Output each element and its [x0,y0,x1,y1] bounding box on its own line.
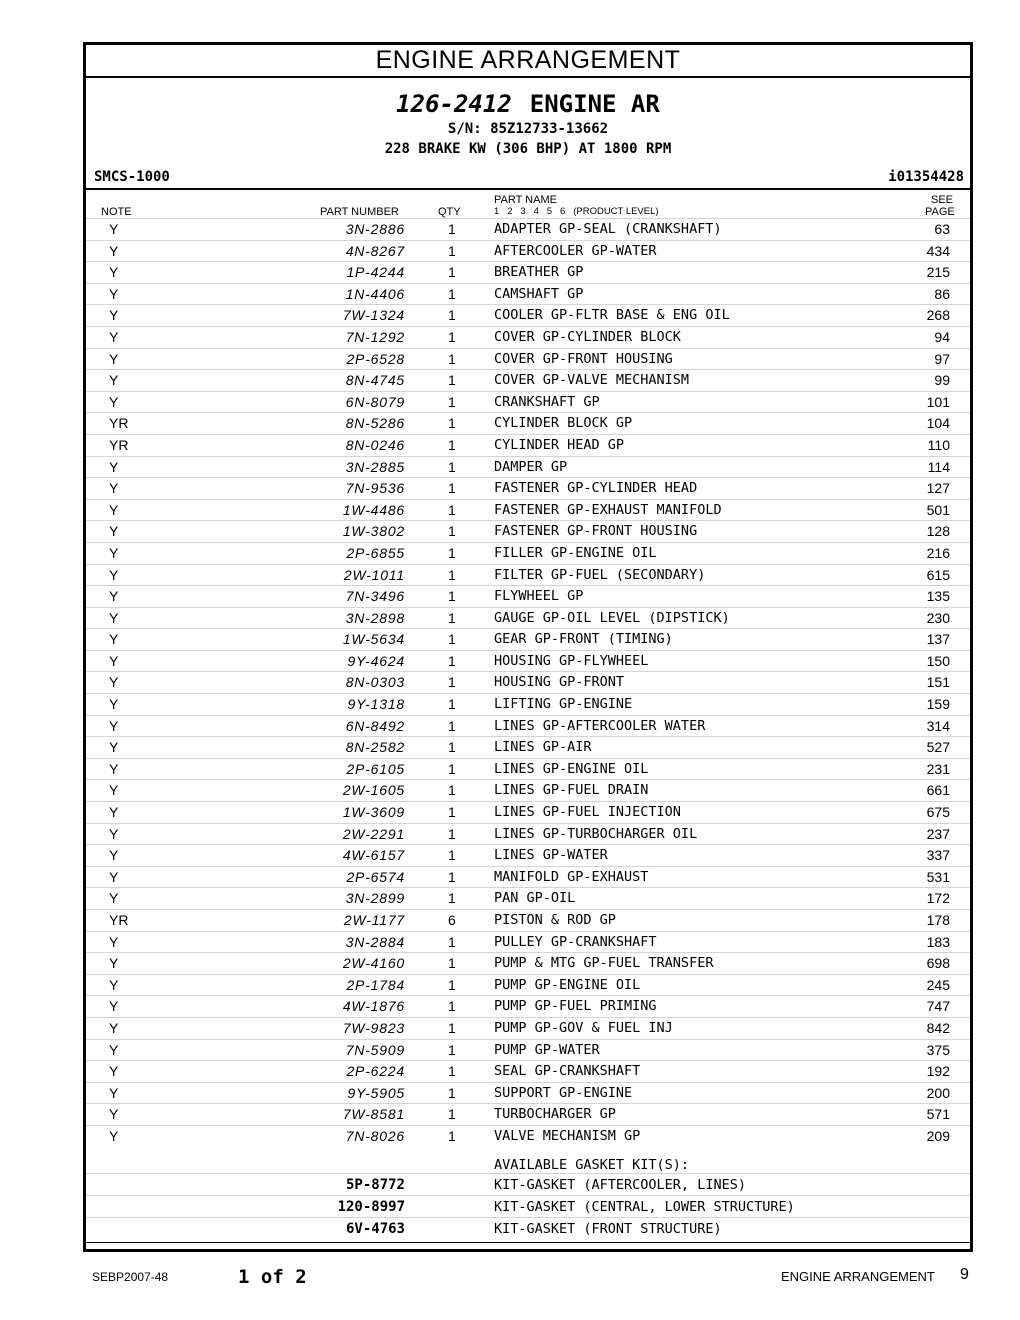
see-page-cell: 101 [926,393,950,410]
note-cell: Y [109,1019,119,1036]
part-number-cell: 1N-4406 [345,285,405,302]
note-cell: Y [109,501,119,518]
table-row [86,520,970,542]
part-name-cell: COVER GP-FRONT HOUSING [494,350,673,367]
group-title [86,89,970,119]
column-header-note: NOTE [101,206,132,218]
see-page-cell: 86 [934,285,950,302]
note-cell: Y [109,825,119,842]
table-row [86,736,970,758]
note-cell: Y [109,393,119,410]
table-row [86,650,970,672]
part-name-cell: HOUSING GP-FLYWHEEL [494,652,649,669]
group-number: 126-2412 [396,90,512,118]
see-page-cell: 215 [926,264,950,281]
part-name-cell: GAUGE GP-OIL LEVEL (DIPSTICK) [494,609,730,626]
see-page-cell: 137 [926,631,950,648]
part-name-cell: FASTENER GP-FRONT HOUSING [494,523,698,540]
part-number-cell: 3N-2886 [345,221,405,237]
qty-cell: 1 [448,976,456,993]
note-cell: Y [109,264,119,281]
note-cell: Y [109,480,119,497]
part-number-cell: 7W-1324 [342,307,405,324]
engine-rating: 228 BRAKE KW (306 BHP) AT 1800 RPM [384,141,672,157]
see-page-cell: 675 [926,804,950,821]
see-page-cell: 615 [926,566,950,583]
footer-page-of: 1 of 2 [238,1266,307,1288]
table-row [86,715,970,737]
table-row [86,240,970,262]
note-cell: Y [109,976,119,993]
table-row [86,823,970,845]
column-header-qty: QTY [438,206,461,218]
part-name-cell: FASTENER GP-CYLINDER HEAD [494,480,698,497]
qty-cell: 1 [448,804,456,821]
part-number-cell: 9Y-5905 [347,1084,405,1101]
note-cell: Y [109,631,119,648]
note-cell: Y [109,566,119,583]
part-name-cell: GEAR GP-FRONT (TIMING) [494,631,673,648]
see-page-cell: 151 [926,674,950,691]
part-number-cell: 2P-6224 [346,1063,405,1080]
kit-row [86,1195,970,1217]
see-page-cell: 159 [926,696,950,713]
qty-cell: 1 [448,588,456,605]
qty-cell: 1 [448,1127,456,1144]
table-row [86,931,970,953]
note-cell: Y [109,933,119,950]
section-banner: ENGINE ARRANGEMENT [86,45,970,78]
part-name-cell: VALVE MECHANISM GP [494,1127,641,1144]
see-page-cell: 172 [926,890,950,907]
kits-heading [86,1151,970,1173]
qty-cell: 1 [448,674,456,691]
see-page-cell: 314 [926,717,950,734]
note-cell: Y [109,760,119,777]
qty-cell: 1 [448,436,456,453]
table-row [86,348,970,370]
qty-cell: 1 [448,523,456,540]
see-page-cell: 501 [926,501,950,518]
note-cell: Y [109,868,119,885]
column-header-see: SEE [931,194,954,206]
note-cell: Y [109,1127,119,1144]
part-name-cell: PUMP GP-FUEL PRIMING [494,998,657,1015]
part-number-cell: 8N-2582 [345,739,405,756]
see-page-cell: 183 [926,933,950,950]
table-row [86,974,970,996]
part-number-cell: 2W-4160 [342,955,405,972]
qty-cell: 1 [448,1084,456,1101]
part-number-cell: 4W-6157 [342,847,405,864]
kit-name-cell: KIT-GASKET (CENTRAL, LOWER STRUCTURE) [494,1199,795,1215]
qty-cell: 1 [448,350,456,367]
see-page-cell: 842 [926,1019,950,1036]
illustration-id: i01354428 [888,169,964,185]
note-cell: YR [109,436,129,453]
gasket-kits [86,1151,970,1239]
qty-cell: 1 [448,933,456,950]
see-page-cell: 571 [926,1106,950,1123]
part-number-cell: 9Y-4624 [347,652,405,669]
table-row [86,412,970,434]
part-number-cell: 1W-5634 [342,631,405,648]
part-number-cell: 2W-2291 [342,825,405,842]
qty-cell: 1 [448,1106,456,1123]
part-number-cell: 2W-1177 [343,912,405,928]
table-row [86,1082,970,1104]
part-name-cell: PULLEY GP-CRANKSHAFT [494,933,657,950]
part-name-cell: LINES GP-TURBOCHARGER OIL [494,825,698,842]
note-cell: Y [109,285,119,302]
part-number-cell: 1W-4486 [342,501,405,518]
kit-part-number-cell: 120-8997 [337,1199,405,1215]
column-header-page: PAGE [925,206,955,218]
part-number-cell: 2P-1784 [346,976,405,993]
qty-cell: 1 [448,739,456,756]
see-page-cell: 747 [926,998,950,1015]
part-number-cell: 8N-0246 [345,436,405,453]
qty-cell: 1 [448,307,456,324]
part-number-cell: 7N-3496 [345,588,405,605]
qty-cell: 1 [448,717,456,734]
part-name-cell: HOUSING GP-FRONT [494,674,625,691]
see-page-cell: 434 [926,242,950,259]
part-number-cell: 2P-6855 [346,544,405,561]
table-row [86,1039,970,1061]
table-row [86,369,970,391]
part-number-cell: 9Y-1318 [347,696,405,713]
qty-cell: 1 [448,1019,456,1036]
part-number-cell: 2W-1605 [342,782,405,799]
part-number-cell: 1W-3802 [342,523,405,540]
part-name-cell: CYLINDER HEAD GP [494,436,625,453]
part-number-cell: 1P-4244 [346,264,405,281]
qty-cell: 1 [448,782,456,799]
note-cell: YR [109,912,129,928]
part-number-cell: 1W-3609 [342,804,405,821]
table-row [86,909,970,931]
part-name-cell: FASTENER GP-EXHAUST MANIFOLD [494,501,722,518]
table-row [86,952,970,974]
part-number-cell: 2P-6574 [346,868,405,885]
part-number-cell: 7W-8581 [342,1106,405,1123]
note-cell: Y [109,674,119,691]
see-page-cell: 135 [926,588,950,605]
see-page-cell: 237 [926,825,950,842]
column-header-part-name: PART NAME [494,194,557,206]
part-number-cell: 3N-2885 [345,458,405,475]
part-name-cell: PISTON & ROD GP [494,912,616,928]
column-header-part-number: PART NUMBER [320,206,399,218]
see-page-cell: 150 [926,652,950,669]
qty-cell: 1 [448,1041,456,1058]
note-cell: Y [109,372,119,389]
qty-cell: 1 [448,285,456,302]
note-cell: Y [109,739,119,756]
see-page-cell: 114 [927,458,950,475]
column-header-product-level: 1 2 3 4 5 6 (PRODUCT LEVEL) [494,206,659,217]
note-cell: Y [109,847,119,864]
serial-range: S/N: 85Z12733-13662 [447,121,609,137]
part-number-cell: 7N-5909 [345,1041,405,1058]
qty-cell: 1 [448,998,456,1015]
see-page-cell: 200 [926,1084,950,1101]
see-page-cell: 63 [934,221,950,237]
see-page-cell: 97 [934,350,950,367]
see-page-cell: 99 [934,372,950,389]
part-number-cell: 3N-2898 [345,609,405,626]
table-row [86,477,970,499]
note-cell: Y [109,609,119,626]
note-cell: Y [109,307,119,324]
note-cell: Y [109,652,119,669]
see-page-cell: 178 [926,912,950,928]
part-name-cell: PUMP GP-GOV & FUEL INJ [494,1019,673,1036]
part-number-cell: 7N-8026 [345,1127,405,1144]
see-page-cell: 245 [926,976,950,993]
see-page-cell: 94 [934,328,950,345]
part-name-cell: ADAPTER GP-SEAL (CRANKSHAFT) [494,221,722,237]
header-rule [86,188,970,190]
qty-cell: 1 [448,1063,456,1080]
note-cell: Y [109,955,119,972]
qty-cell: 1 [448,868,456,885]
group-title-block [86,89,970,159]
table-row [86,218,970,240]
table-row [86,283,970,305]
part-name-cell: LINES GP-FUEL DRAIN [494,782,649,799]
qty-cell: 1 [448,242,456,259]
part-number-cell: 6N-8492 [345,717,405,734]
part-number-cell: 7W-9823 [342,1019,405,1036]
note-cell: Y [109,1063,119,1080]
page-frame [83,42,973,1252]
part-number-cell: 2P-6105 [346,760,405,777]
part-number-cell: 2P-6528 [346,350,405,367]
table-row [86,564,970,586]
table-row [86,801,970,823]
kit-row [86,1173,970,1195]
see-page-cell: 531 [926,868,950,885]
part-name-cell: COOLER GP-FLTR BASE & ENG OIL [494,307,730,324]
see-page-cell: 230 [926,609,950,626]
qty-cell: 1 [448,544,456,561]
qty-cell: 1 [448,221,456,237]
kit-row [86,1217,970,1239]
part-name-cell: LINES GP-AFTERCOOLER WATER [494,717,706,734]
kit-name-cell: KIT-GASKET (AFTERCOOLER, LINES) [494,1177,746,1193]
note-cell: Y [109,242,119,259]
note-cell: Y [109,696,119,713]
see-page-cell: 375 [926,1041,950,1058]
see-page-cell: 127 [926,480,950,497]
table-row [86,995,970,1017]
table-row [86,326,970,348]
qty-cell: 1 [448,890,456,907]
note-cell: YR [109,415,129,432]
part-name-cell: FILTER GP-FUEL (SECONDARY) [494,566,706,583]
qty-cell: 1 [448,264,456,281]
part-number-cell: 4W-1876 [342,998,405,1015]
see-page-cell: 527 [926,739,950,756]
part-name-cell: FILLER GP-ENGINE OIL [494,544,657,561]
table-row [86,261,970,283]
part-name-cell: COVER GP-VALVE MECHANISM [494,372,690,389]
qty-cell: 1 [448,415,456,432]
note-cell: Y [109,328,119,345]
table-row [86,844,970,866]
see-page-cell: 698 [926,955,950,972]
note-cell: Y [109,1106,119,1123]
see-page-cell: 268 [926,307,950,324]
note-cell: Y [109,804,119,821]
footer-doc-number: SEBP2007-48 [92,1270,169,1284]
qty-cell: 1 [448,696,456,713]
kit-part-number-cell: 6V-4763 [345,1221,405,1237]
qty-cell: 1 [448,501,456,518]
note-cell: Y [109,998,119,1015]
qty-cell: 1 [448,393,456,410]
part-number-cell: 2W-1011 [343,566,405,583]
note-cell: Y [109,890,119,907]
see-page-cell: 209 [926,1127,950,1144]
see-page-cell: 104 [926,415,950,432]
note-cell: Y [109,1041,119,1058]
part-number-cell: 6N-8079 [345,393,405,410]
table-row [86,499,970,521]
part-name-cell: CAMSHAFT GP [494,285,584,302]
qty-cell: 1 [448,458,456,475]
bottom-rule [86,1242,970,1243]
kit-part-number-cell: 5P-8772 [345,1177,405,1193]
footer-page-number: 9 [960,1266,969,1283]
qty-cell: 1 [448,609,456,626]
part-name-cell: CRANKSHAFT GP [494,393,600,410]
note-cell: Y [109,523,119,540]
table-row [86,671,970,693]
part-name-cell: DAMPER GP [494,458,568,475]
table-row [86,542,970,564]
group-name: ENGINE AR [529,90,660,118]
table-row [86,434,970,456]
part-name-cell: CYLINDER BLOCK GP [494,415,633,432]
part-name-cell: PUMP & MTG GP-FUEL TRANSFER [494,955,714,972]
qty-cell: 1 [448,328,456,345]
footer-section: ENGINE ARRANGEMENT [781,1269,935,1284]
part-name-cell: AFTERCOOLER GP-WATER [494,242,657,259]
part-number-cell: 8N-5286 [345,415,405,432]
part-name-cell: SUPPORT GP-ENGINE [494,1084,633,1101]
part-number-cell: 7N-1292 [345,328,405,345]
qty-cell: 1 [448,760,456,777]
table-row [86,779,970,801]
part-name-cell: TURBOCHARGER GP [494,1106,616,1123]
table-row [86,758,970,780]
kit-list [86,1173,970,1239]
table-row [86,585,970,607]
table-row [86,1103,970,1125]
qty-cell: 6 [448,912,456,928]
table-row [86,1017,970,1039]
part-name-cell: PUMP GP-WATER [494,1041,600,1058]
qty-cell: 1 [448,566,456,583]
qty-cell: 1 [448,480,456,497]
see-page-cell: 337 [926,847,950,864]
part-name-cell: SEAL GP-CRANKSHAFT [494,1063,641,1080]
part-number-cell: 7N-9536 [345,480,405,497]
note-cell: Y [109,782,119,799]
see-page-cell: 192 [926,1063,950,1080]
table-row [86,887,970,909]
table-row [86,693,970,715]
part-name-cell: COVER GP-CYLINDER BLOCK [494,328,681,345]
part-number-cell: 4N-8267 [345,242,405,259]
kits-heading-text: AVAILABLE GASKET KIT(S): [494,1157,690,1173]
part-name-cell: PAN GP-OIL [494,890,576,907]
part-name-cell: LINES GP-AIR [494,739,592,756]
part-name-cell: LIFTING GP-ENGINE [494,696,633,713]
table-row [86,1125,970,1147]
note-cell: Y [109,1084,119,1101]
see-page-cell: 216 [926,544,950,561]
part-name-cell: BREATHER GP [494,264,584,281]
see-page-cell: 661 [926,782,950,799]
table-row [86,304,970,326]
qty-cell: 1 [448,372,456,389]
part-number-cell: 8N-0303 [345,674,405,691]
part-name-cell: FLYWHEEL GP [494,588,584,605]
smcs-code: SMCS-1000 [94,169,170,185]
part-name-cell: LINES GP-FUEL INJECTION [494,804,681,821]
qty-cell: 1 [448,631,456,648]
qty-cell: 1 [448,955,456,972]
part-number-cell: 3N-2884 [345,933,405,950]
table-row [86,456,970,478]
note-cell: Y [109,588,119,605]
note-cell: Y [109,717,119,734]
qty-cell: 1 [448,652,456,669]
part-number-cell: 8N-4745 [345,372,405,389]
note-cell: Y [109,458,119,475]
note-cell: Y [109,221,119,237]
part-name-cell: PUMP GP-ENGINE OIL [494,976,641,993]
kit-name-cell: KIT-GASKET (FRONT STRUCTURE) [494,1221,722,1237]
see-page-cell: 128 [926,523,950,540]
part-number-cell: 3N-2899 [345,890,405,907]
see-page-cell: 231 [926,760,950,777]
note-cell: Y [109,350,119,367]
table-row [86,1060,970,1082]
table-row [86,866,970,888]
parts-list [86,218,970,1147]
part-name-cell: LINES GP-WATER [494,847,608,864]
qty-cell: 1 [448,825,456,842]
table-row [86,607,970,629]
see-page-cell: 110 [927,436,950,453]
table-row [86,391,970,413]
part-name-cell: LINES GP-ENGINE OIL [494,760,649,777]
part-name-cell: MANIFOLD GP-EXHAUST [494,868,649,885]
note-cell: Y [109,544,119,561]
table-row [86,628,970,650]
qty-cell: 1 [448,847,456,864]
